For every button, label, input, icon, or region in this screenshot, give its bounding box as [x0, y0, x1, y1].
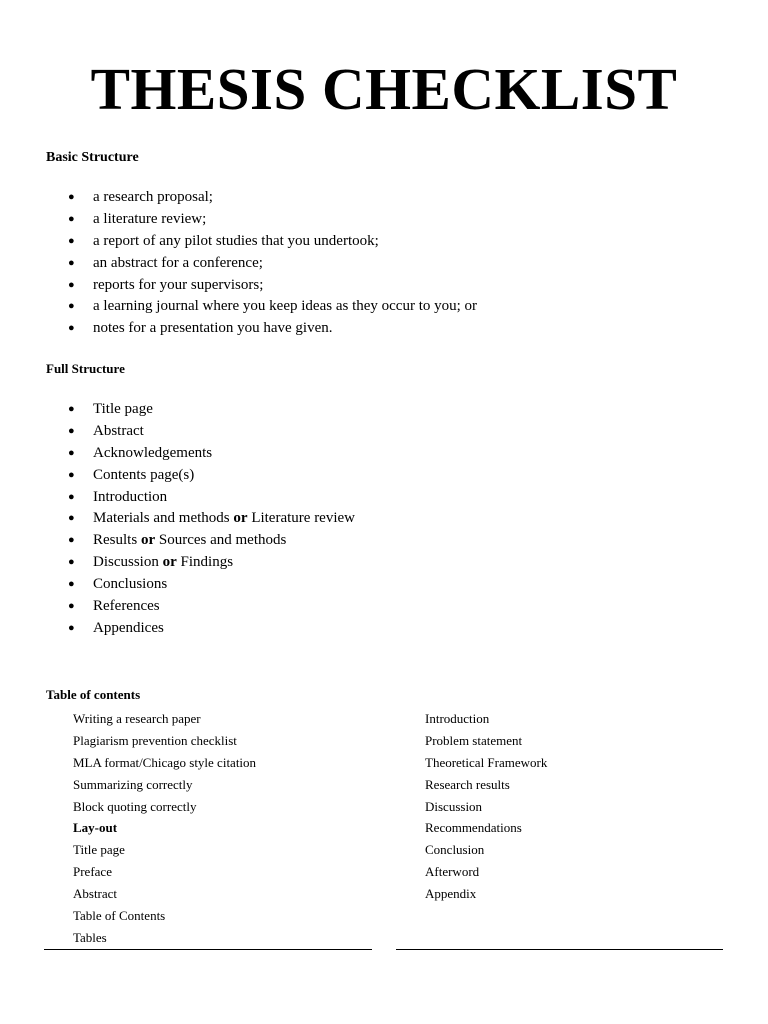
bullet-icon: ●	[68, 446, 75, 459]
list-item: ● Discussion or Findings	[0, 552, 355, 574]
toc-entry: Research results	[425, 776, 510, 792]
right-divider	[396, 949, 723, 950]
left-divider	[44, 949, 372, 950]
toc-entry: Recommendations	[425, 820, 522, 836]
list-item: ● Acknowledgements	[0, 443, 355, 465]
bullet-icon: ●	[68, 403, 75, 415]
list-item: ● reports for your supervisors;	[0, 275, 477, 297]
list-item: ● Results or Sources and methods	[0, 530, 355, 552]
toc-entry: Abstract	[73, 886, 118, 902]
toc-entry: Preface	[73, 864, 112, 880]
list-item: ● an abstract for a conference;	[0, 253, 477, 275]
list-item: ● notes for a presentation you have given.	[0, 318, 477, 340]
list-item: ● a report of any pilot studies that you undertook;	[0, 231, 477, 253]
bullet-icon: ●	[68, 278, 75, 291]
toc-entry: Tables	[73, 929, 107, 945]
list-item: ● Title page	[0, 399, 355, 421]
or-conjunction: or	[233, 510, 248, 527]
toc-entry: MLA format/Chicago style citation	[73, 754, 257, 770]
bullet-icon: ●	[68, 191, 75, 203]
or-conjunction: or	[140, 532, 156, 549]
bullet-icon: ●	[68, 490, 75, 503]
bullet-icon: ●	[68, 322, 75, 335]
bullet-icon: ●	[68, 621, 75, 634]
bullet-icon: ●	[68, 424, 75, 437]
toc-entry: Block quoting correctly	[73, 798, 197, 814]
toc-entry: Table of Contents	[73, 908, 166, 924]
list-item: ● References	[0, 596, 355, 618]
full-structure-list	[0, 399, 355, 640]
toc-entry: Discussion	[425, 798, 483, 814]
bullet-icon: ●	[68, 300, 75, 313]
list-item: ● Appendices	[0, 618, 355, 640]
toc-entry: Summarizing correctly	[73, 776, 193, 792]
list-item: ● a learning journal where you keep ideas as they occur to you; or	[0, 296, 477, 318]
toc-entry: Writing a research paper	[73, 711, 201, 726]
list-item: ● Introduction	[0, 487, 355, 509]
toc-entry: Theoretical Framework	[425, 754, 548, 770]
toc-left-column	[73, 708, 256, 949]
bullet-icon: ●	[68, 256, 75, 269]
toc-section-heading: Lay-out	[73, 820, 118, 836]
bullet-icon: ●	[68, 512, 75, 525]
page-title: THESIS CHECKLIST	[90, 56, 678, 122]
toc-entry: Conclusion	[425, 842, 485, 858]
bullet-icon: ●	[68, 600, 75, 613]
bullet-icon: ●	[68, 578, 75, 591]
or-conjunction: or	[162, 554, 177, 571]
basic-structure-heading: Basic Structure	[46, 150, 139, 165]
list-item: ● Abstract	[0, 421, 355, 443]
list-item: ● Conclusions	[0, 574, 355, 596]
toc-entry: Plagiarism prevention checklist	[73, 732, 237, 748]
bullet-icon: ●	[68, 534, 75, 547]
toc-entry: Introduction	[425, 711, 490, 726]
basic-structure-list	[0, 187, 477, 340]
list-item: ● a research proposal;	[0, 187, 477, 209]
toc-right-column	[425, 708, 547, 905]
toc-entry: Appendix	[425, 886, 477, 902]
list-item: ● Contents page(s)	[0, 465, 355, 487]
toc-entry: Afterword	[425, 864, 480, 880]
list-item: ● a literature review;	[0, 209, 477, 231]
full-structure-heading: Full Structure	[46, 361, 125, 376]
toc-entry: Title page	[73, 842, 125, 858]
bullet-icon: ●	[68, 234, 75, 247]
bullet-icon: ●	[68, 556, 75, 569]
bullet-icon: ●	[68, 212, 75, 225]
list-item: ● Materials and methods or Literature review	[0, 508, 355, 530]
toc-entry: Problem statement	[425, 732, 523, 748]
table-of-contents-heading: Table of contents	[46, 687, 141, 702]
bullet-icon: ●	[68, 468, 75, 481]
